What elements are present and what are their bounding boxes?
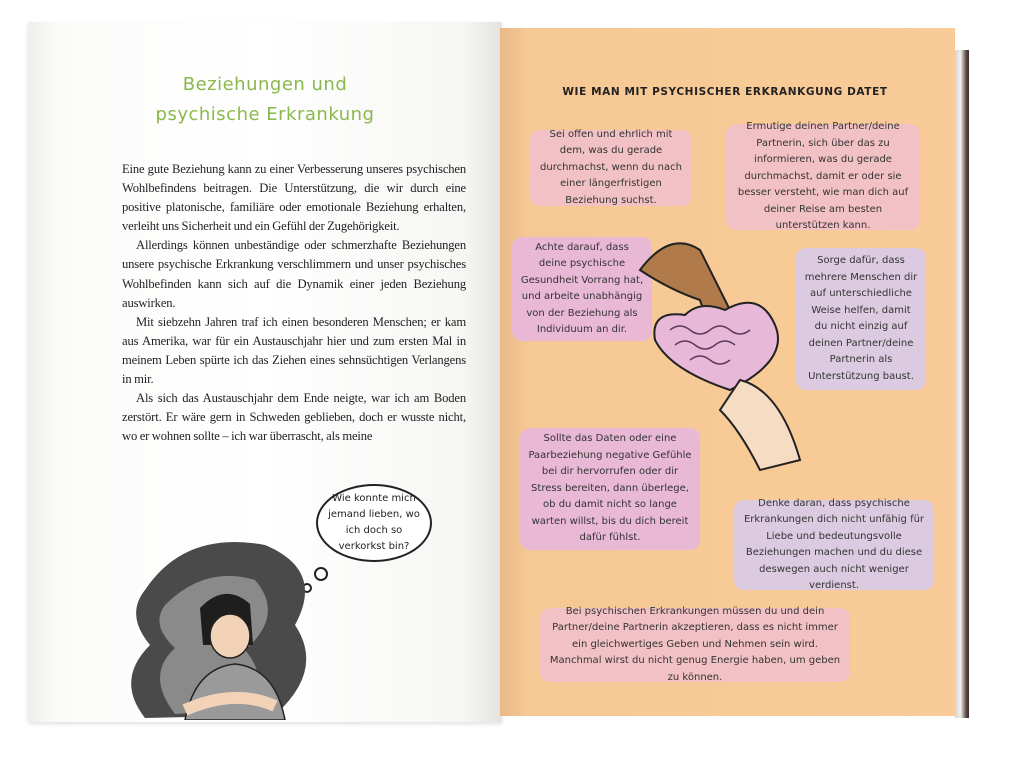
paragraph: Als sich das Austauschjahr dem Ende neigte, war ich am Boden zerstört. Er wäre gern in Schweden geblieben, doch er wusste nicht, wo er wohnen sollte – ich war überrascht, als meine [122,391,466,444]
chapter-title-line-1: Beziehungen und [182,74,348,95]
tip-box [726,121,920,232]
tip-box [530,130,692,206]
paragraph: Eine gute Beziehung kann zu einer Verbesserung unseres psychischen Wohlbefindens beitragen. Die Unterstützung, die wir durch eine positive platonische, familiäre oder emotionale Beziehung erhalten, verleiht uns Sicherheit und ein Gefühl der Zugehörigkeit. [122,162,466,234]
page-edges [955,50,969,718]
paragraph: Allerdings können unbeständige oder schmerzhafte Beziehungen unsere psychische Erkrankung verschlimmern und unser psychisches Wohlbefinden kann sich auf die Dynamik einer jeden Beziehung auswirken. [122,238,466,310]
thought-text: Wie konnte mich jemand lieben, wo ich doch so verkorkst bin? [328,493,420,552]
tip-text: Achte darauf, dass deine psychische Gesundheit Vorrang hat, und arbeite unabhängig von der Beziehung als Individuum an dir. [520,241,644,335]
tip-text: Sei offen und ehrlich mit dem, was du gerade durchmachst, wenn du nach einer längerfristigen Beziehung suchst. [540,128,682,206]
girl-illustration [125,500,365,720]
chapter-title-line-2: psychische Erkrankung [155,104,375,125]
body-text [122,160,466,446]
tip-text: Ermutige deinen Partner/deine Partnerin, sich über das zu informieren, was du gerade durchmachst, damit er oder sie besser versteht, wie man dich auf deiner Reise am besten unterstützen kann. [737,121,909,232]
tip-text: Bei psychischen Erkrankungen müssen du und dein Partner/deine Partnerin akzeptieren, dass es nicht immer ein gleichwertiges Geben und Nehmen sein wird. Manchmal wirst du nicht genug Energie haben, um geben zu können. [549,605,841,683]
section-heading: WIE MAN MIT PSYCHISCHER ERKRANKGUNG DATET [562,86,888,98]
tip-text: Sorge dafür, dass mehrere Menschen dir auf unterschiedliche Weise helfen, damit du nicht einzig auf deinen Partner/deine Partnerin als Unterstützung baust. [804,255,918,382]
heart-hands-illustration [630,230,830,480]
paragraph: Mit siebzehn Jahren traf ich einen besonderen Menschen; er kam aus Amerika, war für ein Austauschjahr hier und zum ersten Mal in meinem Leben spürte ich das Ziehen eines sehnsüchtigen Verlangens in mir. [122,314,466,387]
tip-box [540,605,850,683]
tip-text: Sollte das Daten oder eine Paarbeziehung negative Gefühle bei dir hervorrufen oder dir Stress bereiten, dann überlege, ob du damit nicht so lange warten willst, bis du dich bereit dafür fühlst. [528,433,692,544]
tip-text: Denke daran, dass psychische Erkrankungen dich nicht unfähig für Liebe und bedeutungsvolle Beziehungen machen und du diese deswegen auch nicht weniger verdienst. [743,497,925,591]
tip-box [734,497,934,591]
